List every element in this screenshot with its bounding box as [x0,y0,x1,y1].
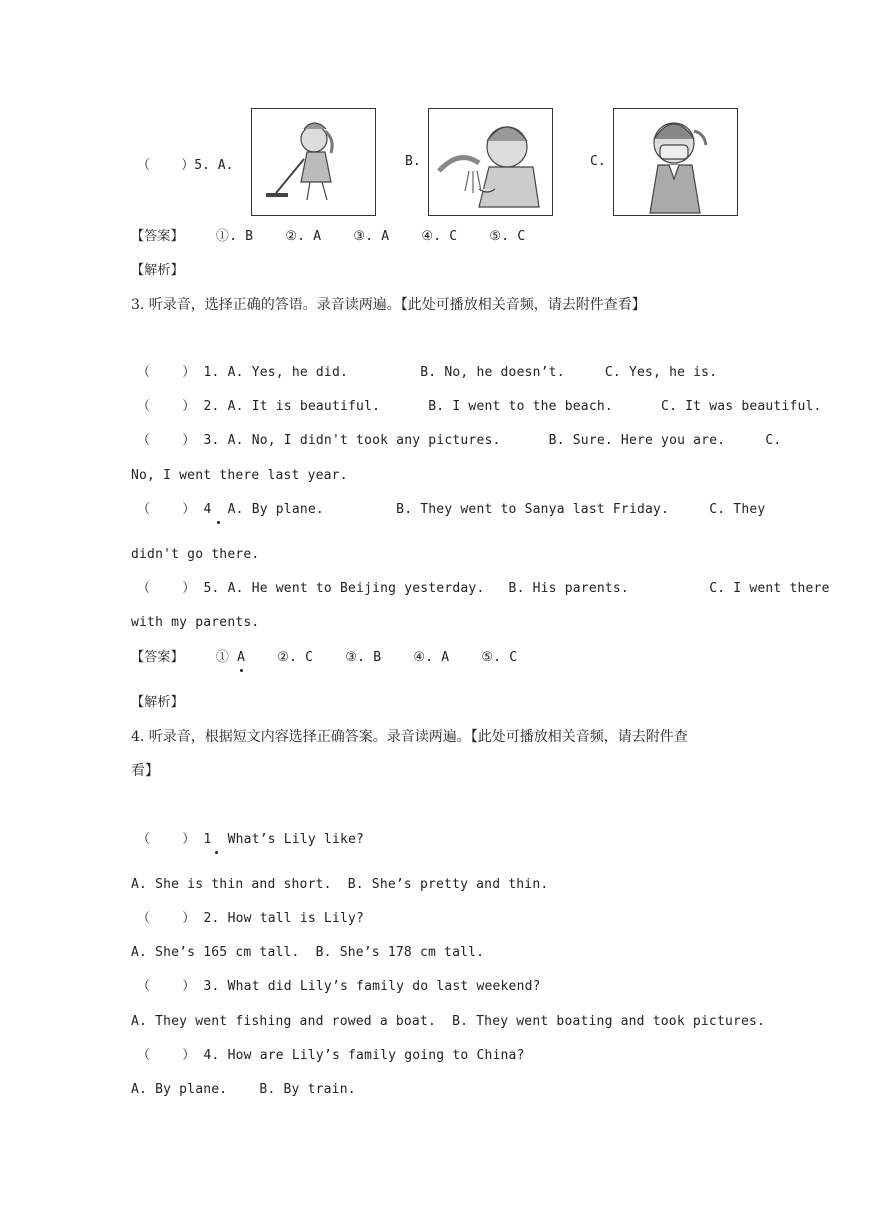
emphasis-dot [217,521,220,524]
picture-girl-washing-hands [428,108,553,216]
q4-title: 4. 听录音，根据短文内容选择正确答案。录音读两遍。【此处可播放相关音频，请去附件查 [131,729,688,745]
q3-item5: （ ） 5. A. He went to Beijing yesterday. B. His parents. C. I went there [137,581,830,596]
q3-item3: （ ） 3. A. No, I didn't took any pictures. B. Sure. Here you are. C. [137,433,782,448]
picture-girl-wearing-mask [613,108,738,216]
q3-analysis: 【解析】 [131,695,184,710]
q2-analysis: 【解析】 [131,263,184,278]
q3-item3-continued: No, I went there last year. [131,468,348,483]
q3-answer: 【答案】 ① A ②. C ③. B ④. A ⑤. C [131,650,518,665]
q4-item1-options: A. She is thin and short. B. She’s pretty and thin. [131,877,549,892]
q4-title-continued: 看】 [131,763,159,779]
emphasis-dot [240,669,243,672]
q4-item3-question: （ ） 3. What did Lily’s family do last weekend? [137,979,541,994]
q3-item4-continued: didn't go there. [131,547,260,562]
q4-item3-options: A. They went fishing and rowed a boat. B. They went boating and took pictures. [131,1014,766,1029]
picture-girl-mopping [251,108,376,216]
q2-answer: 【答案】 ①. B ②. A ③. A ④. C ⑤. C [131,229,526,244]
emphasis-dot [215,851,218,854]
q3-item1: （ ） 1. A. Yes, he did. B. No, he doesn’t. C. Yes, he is. [137,365,718,380]
q2-item5-label-b: B. [405,154,421,169]
q3-title: 3. 听录音，选择正确的答语。录音读两遍。【此处可播放相关音频，请去附件查看】 [131,297,646,313]
q4-item1-question: （ ） 1 What’s Lily like? [137,832,365,847]
q2-item5-label-c: C. [590,154,606,169]
girl-mopping-illustration [252,109,375,215]
q2-item5-prefix: （ ）5. A. [137,158,234,173]
q3-item4: （ ） 4 A. By plane. B. They went to Sanya last Friday. C. They [137,502,766,517]
q4-item4-options: A. By plane. B. By train. [131,1082,356,1097]
q3-item2: （ ） 2. A. It is beautiful. B. I went to the beach. C. It was beautiful. [137,399,822,414]
q3-item5-continued: with my parents. [131,615,260,630]
q4-item4-question: （ ） 4. How are Lily’s family going to China? [137,1048,525,1063]
girl-washing-hands-illustration [429,109,552,215]
girl-wearing-mask-illustration [614,109,737,215]
q4-item2-question: （ ） 2. How tall is Lily? [137,911,365,926]
q4-item2-options: A. She’s 165 cm tall. B. She’s 178 cm tall. [131,945,485,960]
